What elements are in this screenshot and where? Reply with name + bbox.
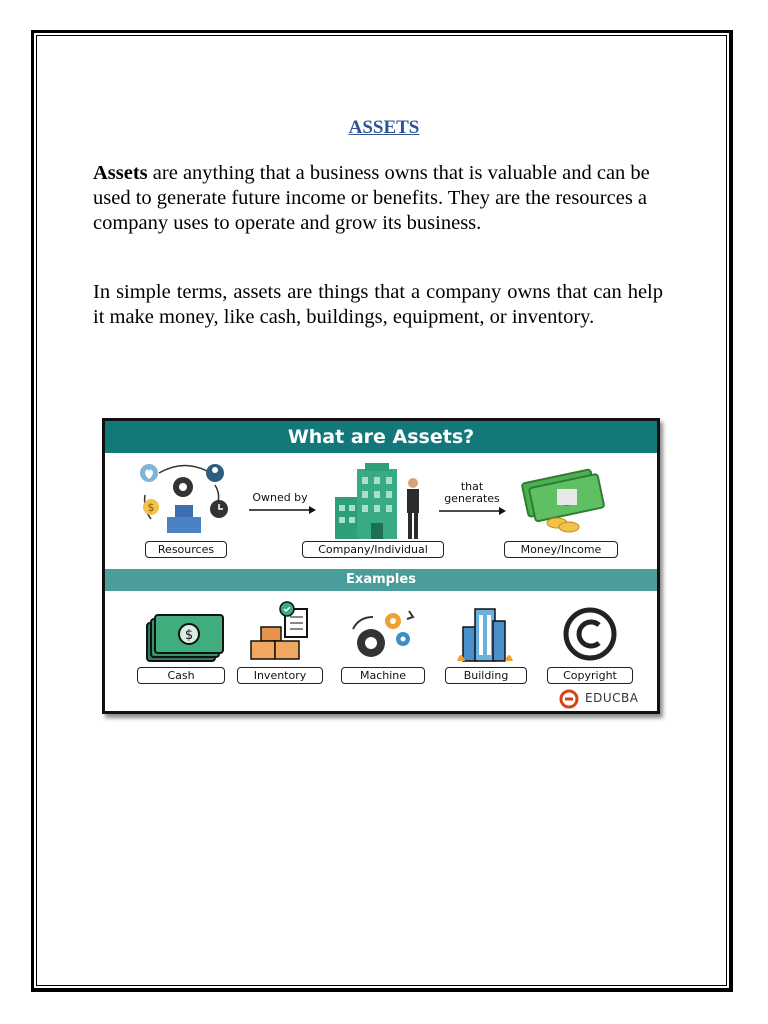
examples-band: Examples <box>105 569 657 591</box>
paragraph-simple-terms: In simple terms, assets are things that a company owns that can help it make money, like cash, buildings, equipment, or inventory. <box>93 281 663 328</box>
example-label-inventory: Inventory <box>237 667 323 684</box>
svg-text:$: $ <box>147 501 155 514</box>
paragraph-definition <box>93 161 663 236</box>
money-icon <box>515 465 621 537</box>
owned-by-label: Owned by <box>252 491 308 504</box>
assets-infographic <box>102 418 660 714</box>
money-label: Money/Income <box>504 541 618 558</box>
copyright-icon <box>557 607 623 661</box>
educba-brand: EDUCBA <box>585 691 639 705</box>
infographic-title: What are Assets? <box>105 421 657 453</box>
company-label: Company/Individual <box>302 541 444 558</box>
arrow-right-icon <box>249 505 317 515</box>
that-generates-label: that generates <box>444 480 500 505</box>
company-building-icon <box>327 461 427 541</box>
svg-text:$: $ <box>184 628 194 643</box>
page-title: ASSETS <box>348 117 420 138</box>
arrow-right-icon <box>439 506 507 516</box>
example-label-machine: Machine <box>341 667 425 684</box>
example-label-building: Building <box>445 667 527 684</box>
resources-icon <box>137 461 229 537</box>
definition-text: are anything that a business owns that is valuable and can be used to generate future income or benefits. They are the resources a company uses to operate and grow its business. <box>93 162 650 234</box>
machine-gears-icon <box>349 607 419 663</box>
bold-term: Assets <box>93 162 148 184</box>
example-label-copyright: Copyright <box>547 667 633 684</box>
cash-icon <box>145 613 225 663</box>
educba-logo-icon <box>559 689 581 709</box>
example-label-cash: Cash <box>137 667 225 684</box>
building-icon <box>455 605 515 663</box>
inventory-icon <box>247 601 315 663</box>
resources-label: Resources <box>145 541 227 558</box>
